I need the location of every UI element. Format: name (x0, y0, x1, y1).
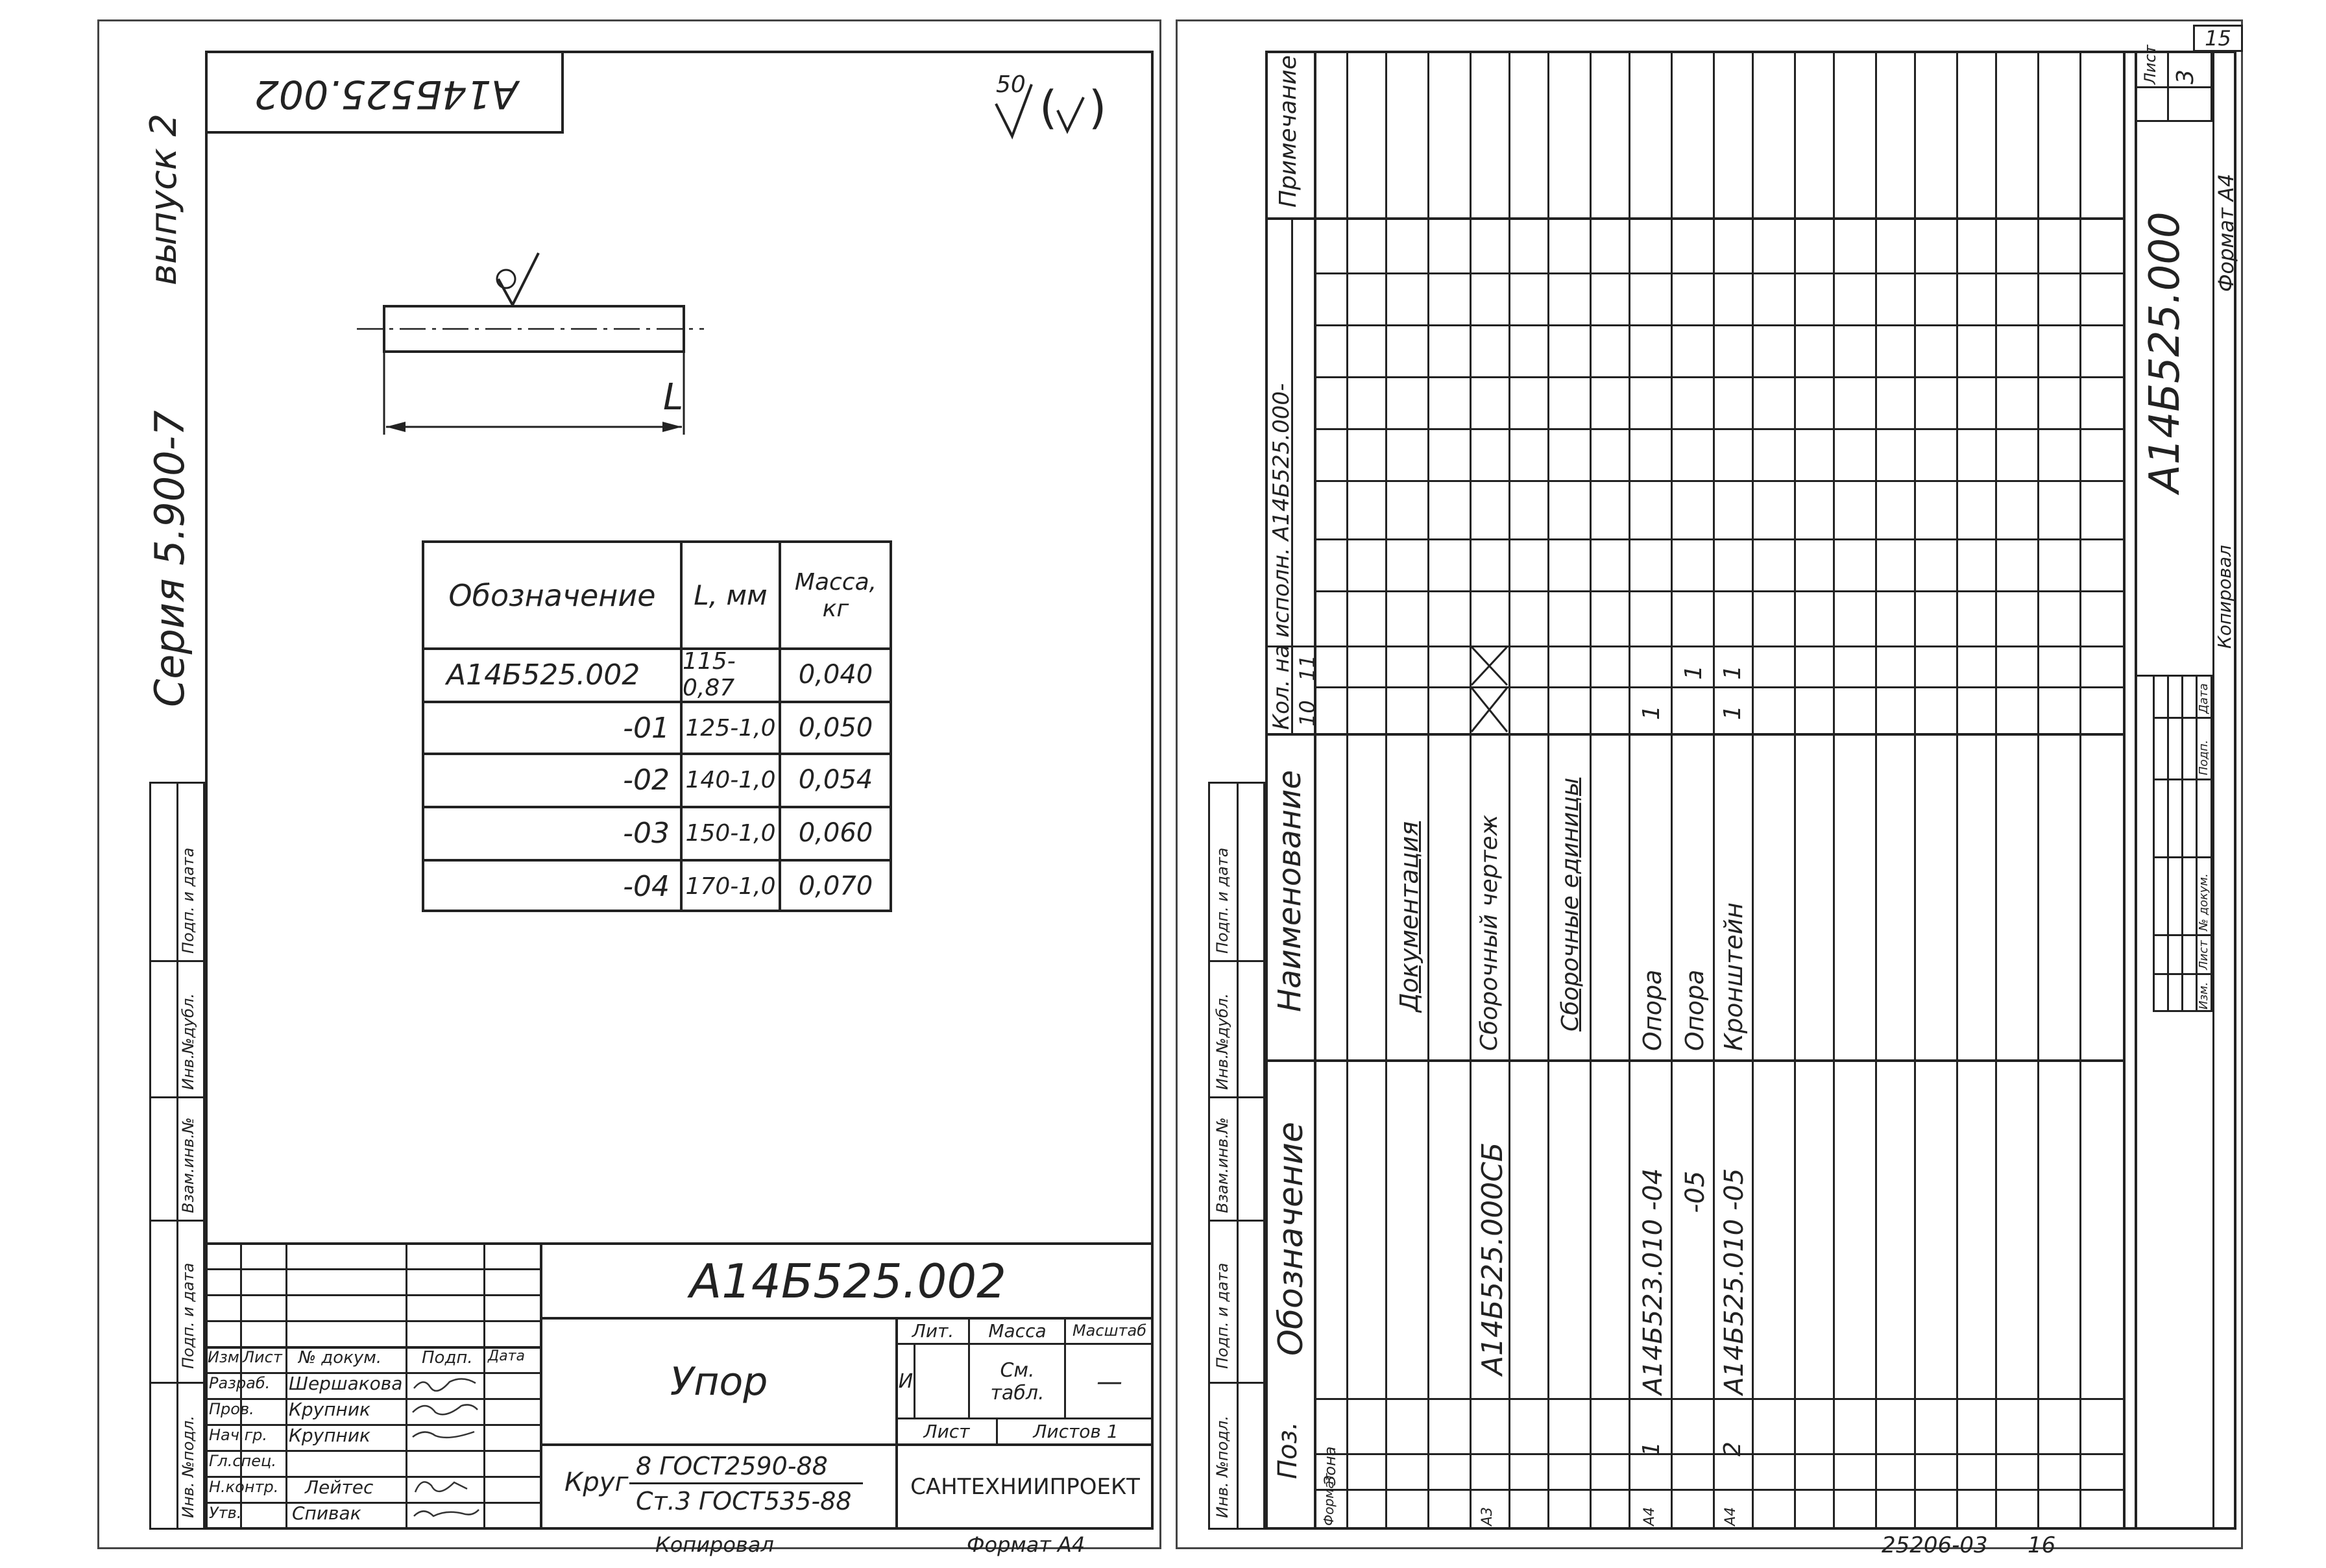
mass-table-header-mass: Масса, кг (794, 568, 877, 622)
role-label: Н.контр. (209, 1478, 279, 1496)
spec-row-format: А4 (1723, 1506, 1739, 1526)
side-col-inv-dubl: Инв.№дубл. (179, 993, 197, 1090)
mass-row-mass: 0,060 (798, 818, 873, 848)
spec-row-format: А3 (1479, 1506, 1496, 1526)
left-format-label: Формат А4 (967, 1532, 1085, 1557)
spec-row-designation: -05 (1680, 1170, 1710, 1213)
role-name: Лейтес (305, 1477, 374, 1498)
spec-row-name: Кронштейн (1719, 902, 1748, 1051)
series-label: Серия 5.900-7 (146, 410, 193, 707)
spec-row-qty-10: 1 (1638, 705, 1665, 720)
sheet-number: 15 (2205, 26, 2231, 51)
side-col-podp-data-2: Подп. и дата (1213, 847, 1231, 954)
role-label: Утв. (209, 1504, 242, 1522)
spec-row-position: 2 (1719, 1441, 1746, 1456)
mass-row-length: 140-1,0 (685, 766, 776, 793)
spec-header-designation: Обозначение (1272, 1122, 1311, 1356)
role-label: Гл.спец. (209, 1452, 276, 1470)
stamp-col-podp: Подп. (2197, 740, 2211, 775)
stamp-col-date: Дата (2197, 683, 2211, 714)
stamp-header-list: Лист (243, 1348, 282, 1366)
spec-row-name: Сборочный чертеж (1476, 814, 1503, 1051)
spec-row-name: Опора (1638, 969, 1667, 1051)
signatures-icon (407, 1372, 483, 1528)
stamp-header-date: Дата (488, 1348, 525, 1364)
spec-row-position: 1 (1638, 1441, 1665, 1456)
spec-header-qty-11: 11 (1295, 655, 1320, 681)
side-col-inv-dubl: Инв.№дубл. (1213, 993, 1231, 1090)
stamp-list-label: Лист (2141, 45, 2159, 84)
stamp-header-podp: Подп. (422, 1348, 473, 1368)
sheets-label: Листов 1 (1033, 1420, 1119, 1442)
organization-name: САНТЕХНИИПРОЕКТ (910, 1473, 1140, 1500)
footer-page: 16 (2028, 1532, 2056, 1558)
mass-row-mass: 0,050 (798, 713, 873, 743)
mass-row-designation: -01 (623, 711, 670, 745)
spec-row-qty-11: 1 (1680, 665, 1707, 680)
issue-label: выпуск 2 (143, 113, 185, 285)
spec-header-format: Формат (1321, 1473, 1337, 1526)
role-label: Пров. (209, 1400, 254, 1418)
mass-value: См. табл. (990, 1358, 1045, 1405)
crossed-cell-icon (1470, 686, 1508, 733)
spec-header-qty-group: Кол. на исполн. А14Б525.000- (1268, 383, 1294, 730)
svg-text:(: ( (1039, 81, 1058, 134)
material-top: 8 ГОСТ2590-88 (636, 1452, 828, 1480)
material-prefix: Круг (564, 1467, 629, 1497)
spec-row-designation: А14Б523.010 -04 (1638, 1168, 1668, 1395)
stamp-col-list: Лист (2197, 940, 2211, 970)
stamp-header-doc: № докум. (298, 1348, 382, 1368)
right-format-label: Формат А4 (2214, 173, 2238, 292)
stamp-col-doc: № докум. (2197, 873, 2211, 931)
dimension-label: L (663, 376, 684, 418)
spec-row-designation: А14Б525.010 -05 (1719, 1168, 1749, 1395)
role-name: Шершакова (289, 1373, 403, 1394)
spec-row-designation: А14Б525.000СБ (1476, 1142, 1509, 1375)
side-col-inv-podl: Инв. №подл. (1213, 1416, 1231, 1518)
spec-row-qty-11: 1 (1719, 665, 1746, 680)
stamp-header-izm: Изм. (208, 1348, 245, 1366)
part-name: Упор (670, 1358, 768, 1405)
mass-row-designation: А14Б525.002 (446, 658, 640, 692)
scale-value: — (1096, 1366, 1122, 1397)
spec-header-zone: Зона (1321, 1446, 1339, 1486)
left-copied-label: Копировал (655, 1532, 774, 1557)
mass-table-header-length: L, мм (694, 579, 768, 611)
spec-header-position: Поз. (1273, 1421, 1303, 1479)
role-label: Нач.гр. (209, 1426, 268, 1444)
right-copied-label: Копировал (2214, 545, 2235, 649)
scale-header: Масштаб (1072, 1321, 1147, 1340)
lit-value: И (898, 1370, 914, 1393)
sheet-label: Лист (923, 1420, 970, 1442)
mass-table-header-designation: Обозначение (448, 577, 656, 613)
footer-code: 25206-03 (1882, 1532, 1988, 1558)
mass-row-length: 170-1,0 (685, 873, 776, 900)
spec-row-qty-10: 1 (1719, 705, 1746, 720)
material-bottom: Ст.3 ГОСТ535-88 (636, 1487, 852, 1515)
mass-header: Масса (988, 1320, 1047, 1342)
spec-header-name: Наименование (1272, 769, 1308, 1012)
spec-row-format: А4 (1642, 1506, 1658, 1526)
role-name: Крупник (289, 1425, 370, 1446)
role-label: Разраб. (209, 1374, 271, 1392)
roughness-value: 50 (996, 71, 1026, 98)
lit-header: Лит. (912, 1320, 954, 1342)
side-col-vzam: Взам.инв.№ (1213, 1117, 1231, 1213)
svg-text:): ) (1089, 81, 1107, 134)
side-col-podp-data-2: Подп. и дата (179, 847, 197, 954)
mass-row-mass: 0,054 (798, 765, 873, 795)
title-designation: А14Б525.002 (689, 1253, 1006, 1309)
mass-row-length: 125-1,0 (685, 714, 776, 742)
mass-row-designation: -02 (623, 763, 670, 797)
role-name: Спивак (292, 1502, 361, 1524)
mass-row-length: 115-0,87 (683, 648, 736, 701)
stamp-col-izm: Изм. (2197, 982, 2211, 1009)
side-col-podp-data-1: Подп. и дата (179, 1262, 197, 1369)
mass-row-designation: -03 (623, 816, 670, 850)
spec-header-note: Примечание (1275, 54, 1302, 208)
mass-row-designation: -04 (623, 869, 670, 903)
mass-row-mass: 0,070 (798, 871, 873, 901)
spec-row-name: Сборочные единицы (1557, 777, 1584, 1031)
side-col-podp-data-1: Подп. и дата (1213, 1262, 1231, 1369)
side-col-vzam: Взам.инв.№ (179, 1117, 197, 1213)
spec-row-name: Опора (1680, 969, 1709, 1051)
crossed-cell-icon (1470, 645, 1508, 686)
spec-row-name: Документация (1395, 821, 1423, 1012)
spec-header-qty-10: 10 (1295, 700, 1320, 727)
role-name: Крупник (289, 1399, 370, 1420)
side-col-inv-podl: Инв. №подл. (179, 1416, 197, 1518)
stamp-list-number: 3 (2172, 69, 2199, 84)
mass-row-mass: 0,040 (798, 660, 873, 690)
mirrored-designation: А14Б525.002 (254, 71, 518, 117)
right-designation: А14Б525.000 (2141, 211, 2189, 493)
mass-row-length: 150-1,0 (685, 819, 776, 847)
